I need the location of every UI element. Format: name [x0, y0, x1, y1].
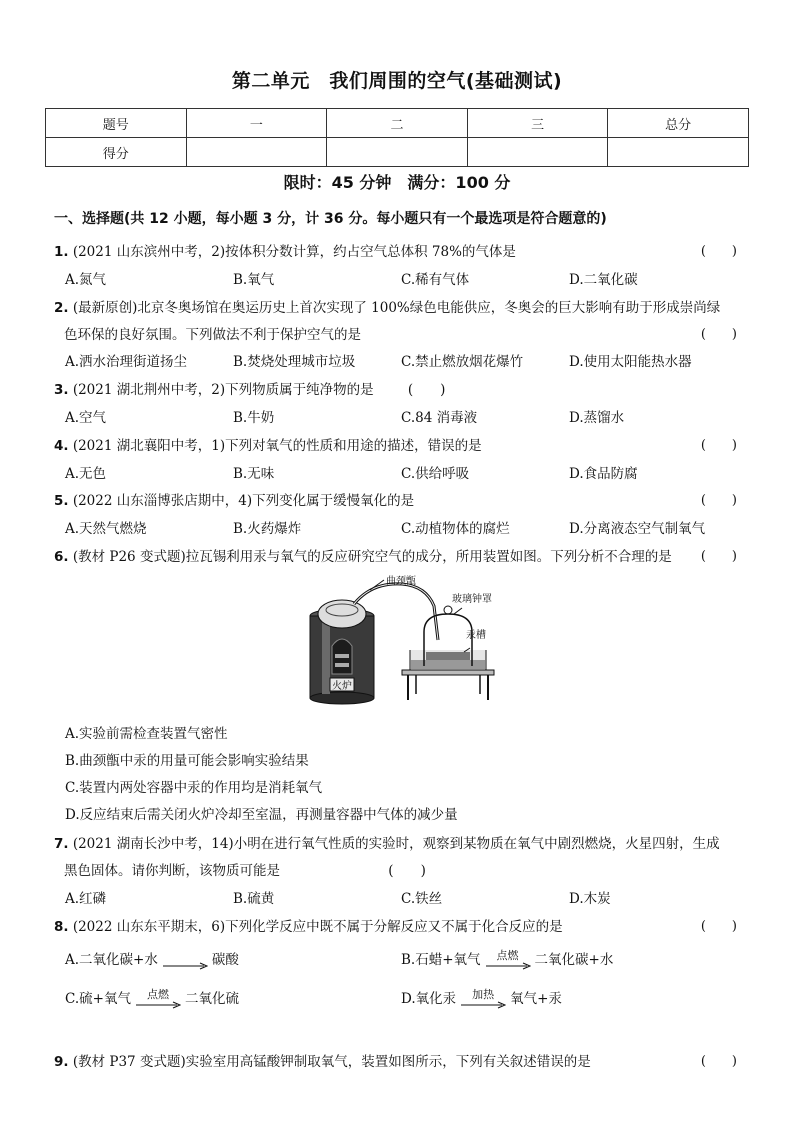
answer-blank[interactable]: ( )	[388, 863, 426, 879]
equation-right: 二氧化硫	[184, 991, 239, 1007]
question-text-cont	[64, 859, 426, 879]
equation-left: D.氧化汞	[401, 991, 457, 1007]
option-d: D.分离液态空气制氧气	[569, 521, 706, 537]
lavoisier-apparatus-figure	[302, 574, 502, 706]
arrow-icon	[135, 1001, 181, 1009]
option-d: D.反应结束后需关闭火炉冷却至室温，再测量容器中气体的减少量	[65, 807, 458, 823]
answer-blank[interactable]: ( )	[700, 1054, 737, 1069]
trough-label: 汞槽	[466, 630, 486, 641]
option-c	[65, 987, 239, 1011]
question-number: 6.	[54, 549, 69, 565]
bell-jar-icon	[424, 606, 472, 666]
question-text: (2022 山东淄博张店期中，4)下列变化属于缓慢氧化的是	[72, 493, 415, 509]
answer-blank[interactable]: ( )	[700, 438, 737, 453]
option-b: B.氧气	[233, 272, 275, 288]
answer-blank[interactable]: ( )	[700, 327, 737, 342]
equation-right: 氧气+汞	[510, 991, 562, 1007]
question-1	[54, 240, 516, 260]
score-field[interactable]	[327, 138, 468, 167]
score-table	[45, 108, 749, 167]
option-d: D.木炭	[569, 891, 611, 907]
option-d	[401, 987, 562, 1011]
question-5	[54, 489, 414, 509]
score-table-score-row	[46, 138, 749, 167]
answer-blank[interactable]: ( )	[407, 382, 446, 398]
score-table-header-row	[46, 109, 749, 138]
arrow-icon	[485, 962, 531, 970]
question-6	[54, 545, 672, 565]
question-2	[54, 296, 720, 316]
option-a: A.洒水治理街道扬尘	[65, 354, 188, 370]
reaction-condition: 加热	[472, 987, 495, 1001]
equation-left: A.二氧化碳+水	[65, 952, 158, 968]
answer-blank[interactable]: ( )	[700, 244, 737, 259]
arrow-icon	[162, 962, 208, 970]
option-a: A.无色	[65, 466, 107, 482]
option-b: B.无味	[233, 466, 275, 482]
question-text: (最新原创)北京冬奥场馆在奥运历史上首次实现了 100%绿色电能供应，冬奥会的巨大影响有助于形成崇尚绿	[72, 300, 721, 316]
option-a: A.空气	[65, 410, 107, 426]
furnace-label: 火炉	[332, 681, 352, 692]
reaction-arrow	[485, 950, 531, 972]
answer-blank[interactable]: ( )	[700, 919, 737, 934]
arrow-icon	[460, 1001, 506, 1009]
retort-label: 曲颈甑	[386, 576, 416, 587]
table-cell: 得分	[46, 138, 187, 167]
reaction-condition: 点燃	[496, 948, 519, 962]
question-number: 7.	[54, 836, 69, 852]
option-b: B.焚烧处理城市垃圾	[233, 354, 356, 370]
answer-blank[interactable]: ( )	[700, 493, 737, 508]
question-text: (2021 湖南长沙中考，14)小明在进行氧气性质的实验时，观察到某物质在氧气中剧烈燃烧，火星四射，生成	[72, 836, 720, 852]
option-d: D.食品防腐	[569, 466, 638, 482]
option-b: B.硫黄	[233, 891, 275, 907]
question-text: (2021 湖北襄阳中考，1)下列对氧气的性质和用途的描述，错误的是	[72, 438, 482, 454]
question-9	[54, 1050, 591, 1070]
answer-blank[interactable]: ( )	[700, 549, 737, 564]
time-limit: 限时：45 分钟 满分：100 分	[283, 173, 511, 192]
page-title: 第二单元 我们周围的空气(基础测试)	[231, 70, 563, 92]
score-field[interactable]	[608, 138, 749, 167]
reaction-arrow	[162, 950, 208, 972]
table-cell: 总分	[608, 109, 749, 138]
table-cell: 一	[186, 109, 327, 138]
option-c: C.动植物体的腐烂	[401, 521, 510, 537]
equation-left: C.硫+氧气	[65, 991, 131, 1007]
option-b: B.火药爆炸	[233, 521, 302, 537]
option-c: C.供给呼吸	[401, 466, 470, 482]
question-number: 3.	[54, 382, 69, 398]
question-number: 9.	[54, 1054, 69, 1070]
option-d: D.蒸馏水	[569, 410, 625, 426]
reaction-arrow	[135, 989, 181, 1011]
equation-left: B.石蜡+氧气	[401, 952, 481, 968]
question-text: 黑色固体。请你判断，该物质可能是	[64, 863, 280, 879]
option-b	[401, 948, 613, 972]
equation-right: 碳酸	[211, 952, 239, 968]
question-8	[54, 915, 563, 935]
question-number: 2.	[54, 300, 69, 316]
option-a: A.天然气燃烧	[65, 521, 147, 537]
option-a: A.氮气	[65, 272, 107, 288]
option-c: C.稀有气体	[401, 272, 470, 288]
question-text: (教材 P37 变式题)实验室用高锰酸钾制取氧气，装置如图所示，下列有关叙述错误的是	[72, 1054, 591, 1070]
reaction-arrow	[460, 989, 506, 1011]
question-text: (2022 山东东平期末，6)下列化学反应中既不属于分解反应又不属于化合反应的是	[72, 919, 563, 935]
question-number: 4.	[54, 438, 69, 454]
question-7	[54, 832, 720, 852]
option-a: A.实验前需检查装置气密性	[65, 726, 228, 742]
option-c: C.装置内两处容器中汞的作用均是消耗氧气	[65, 780, 323, 796]
question-text: (2021 湖北荆州中考，2)下列物质属于纯净物的是	[72, 382, 374, 398]
question-number: 8.	[54, 919, 69, 935]
option-c: C.禁止燃放烟花爆竹	[401, 354, 524, 370]
question-text: (2021 山东滨州中考，2)按体积分数计算，约占空气总体积 78%的气体是	[72, 244, 516, 260]
table-cell: 三	[467, 109, 608, 138]
equation-right: 二氧化碳+水	[534, 952, 614, 968]
question-number: 1.	[54, 244, 69, 260]
option-c: C.84 消毒液	[401, 410, 478, 426]
option-d: D.二氧化碳	[569, 272, 638, 288]
option-d: D.使用太阳能热水器	[569, 354, 692, 370]
reaction-condition: 点燃	[146, 987, 169, 1001]
option-a	[65, 948, 239, 972]
bell-jar-label: 玻璃钟罩	[452, 594, 492, 605]
question-text: (教材 P26 变式题)拉瓦锡利用汞与氧气的反应研究空气的成分，所用装置如图。下列分析不合理的是	[72, 549, 672, 565]
table-cell: 题号	[46, 109, 187, 138]
question-number: 5.	[54, 493, 69, 509]
option-a: A.红磷	[65, 891, 107, 907]
option-b: B.曲颈甑中汞的用量可能会影响实验结果	[65, 753, 309, 769]
score-field[interactable]	[467, 138, 608, 167]
section-heading: 一、选择题(共 12 小题，每小题 3 分，计 36 分。每小题只有一个最选项是符合题意的)	[54, 211, 607, 227]
table-cell: 二	[327, 109, 468, 138]
option-c: C.铁丝	[401, 891, 443, 907]
question-3	[54, 378, 445, 398]
question-text-cont: 色环保的良好氛围。下列做法不利于保护空气的是	[64, 327, 361, 343]
score-field[interactable]	[186, 138, 327, 167]
question-4	[54, 434, 482, 454]
option-b: B.牛奶	[233, 410, 275, 426]
